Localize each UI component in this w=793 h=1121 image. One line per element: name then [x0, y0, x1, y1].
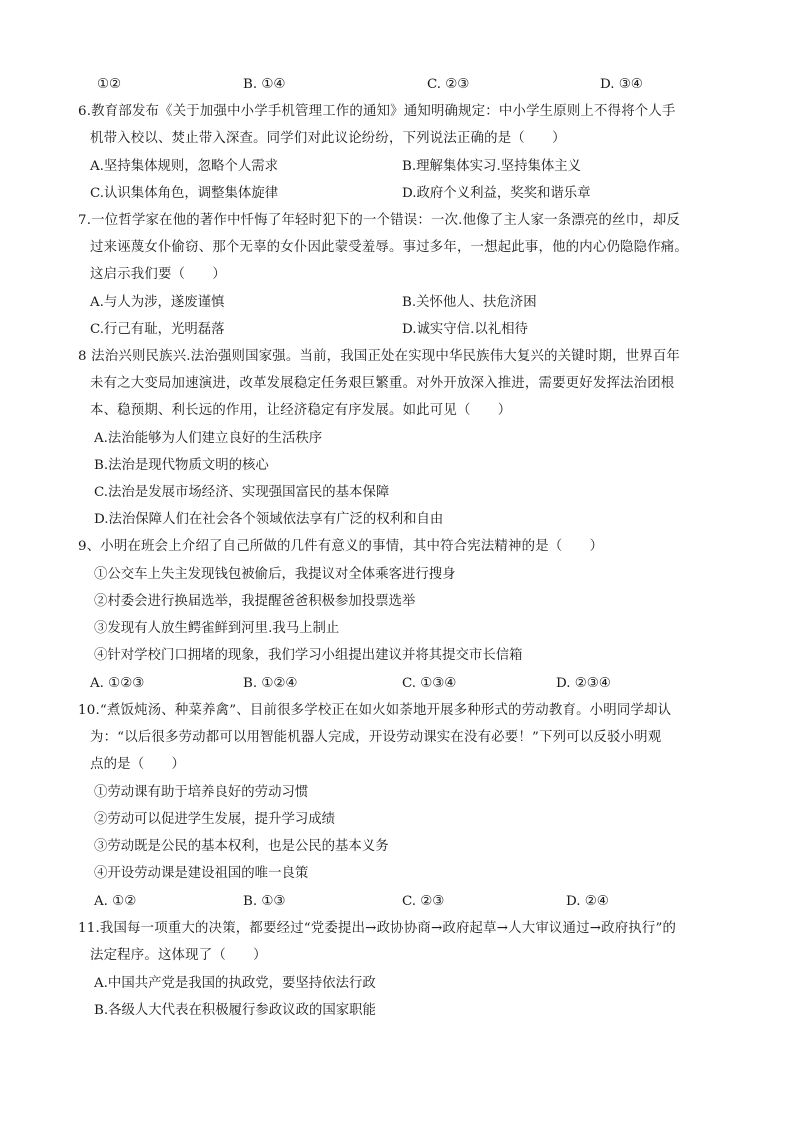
q10-option-b: B. ①③ [243, 894, 286, 909]
q5-option-b: B. ①④ [243, 77, 286, 92]
q9-stem-line-1: 9、小明在班会上介绍了自己所做的几件有意义的事情，其中符合宪法精神的是（ ） [78, 539, 604, 554]
q10-stem-line-3: 点的是（ ） [90, 757, 186, 772]
q7-option-a: A.与人为涉，遂废谨慎 [90, 295, 225, 310]
q10-option-a: A. ①② [94, 894, 137, 909]
q9-item-2: ②村委会进行换届选举，我提醒爸爸积极参加投票选举 [94, 594, 416, 609]
q6-option-d: D.政府个义利益，奖奖和谐乐章 [402, 186, 591, 201]
q6-stem-line-1: 6.教育部发布《关于加强中小学手机管理工作的通知》通知明确规定：中小学生原则上不得将个人手 [78, 104, 676, 119]
q10-item-1: ①劳动课有助于培养良好的劳动习惯 [94, 785, 309, 800]
q9-option-a: A. ①②③ [90, 676, 145, 691]
q7-option-d: D.诚实守信.以礼相待 [402, 322, 528, 337]
q8-stem-line-1: 8 法治兴则民族兴.法治强则国家强。当前，我国正处在实现中华民族伟大复兴的关键时期，世界百年 [78, 349, 681, 364]
q11-stem-line-2: 法定程序。这体现了（ ） [90, 948, 267, 963]
q10-item-3: ③劳动既是公民的基本权利，也是公民的基本义务 [94, 839, 389, 854]
q10-item-4: ④开设劳动课是建设祖国的唯一良策 [94, 866, 309, 881]
q8-stem-line-2: 未有之大变局加速演进，改革发展稳定任务艰巨繁重。对外开放深入推进，需要更好发挥法治团根 [90, 376, 675, 391]
q10-option-c: C. ②③ [402, 894, 445, 909]
q7-option-c: C.行己有耻，光明磊落 [90, 322, 225, 337]
q11-option-a: A.中国共产党是我国的执政党，要坚持依法行政 [94, 976, 376, 991]
q7-option-b: B.关怀他人、扶危济困 [402, 295, 537, 310]
q6-option-c: C.认识集体角色，调整集体旋律 [90, 186, 279, 201]
q6-stem-line-2: 机带入校以、焚止带入深查。同学们对此议论纷纷，下列说法正确的是（ ） [90, 131, 566, 146]
q9-item-3: ③发现有人放生鳄雀鲜到河里.我马上制止 [94, 621, 340, 636]
q6-option-b: B.理解集体实习.坚持集体主义 [402, 159, 582, 174]
q10-item-2: ②劳动可以促进学生发展，提升学习成绩 [94, 812, 336, 827]
q5-option-d: D. ③④ [600, 77, 643, 92]
q9-option-d: D. ②③④ [556, 676, 611, 691]
q5-option-c: C. ②③ [427, 77, 470, 92]
q7-stem-line-2: 过来诬蔑女仆偷窃、那个无辜的女仆因此蒙受羞辱。事过多年，一想起此事，他的内心仍隐隐作痛。 [90, 240, 688, 255]
q8-option-b: B.法治是现代物质文明的核心 [94, 458, 269, 473]
q8-stem-line-3: 本、稳预期、利长远的作用，让经济稳定有序发展。如此可见（ ） [90, 403, 512, 418]
q8-option-a: A.法治能够为人们建立良好的生活秩序 [94, 431, 323, 446]
q10-stem-line-1: 10.“煮饭炖汤、种菜养禽”、目前很多学校正在如火如荼地开展多种形式的劳动教育。小明同学却认 [78, 703, 672, 718]
q11-option-b: B.各级人大代表在积极履行参政议政的国家职能 [94, 1003, 376, 1018]
q9-item-4: ④针对学校门口拥堵的现象，我们学习小组提出建议并将其提交市长信箱 [94, 648, 523, 663]
q11-stem-line-1: 11.我国每一项重大的决策，都要经过“党委提出→政协协商→政府起草→人大审议通过→政府执行”的 [78, 921, 677, 936]
q6-option-a: A.坚持集体规则，忽略个人需求 [90, 159, 279, 174]
q9-option-b: B. ①②④ [243, 676, 298, 691]
q8-option-c: C.法治是发展市场经济、实现强国富民的基本保障 [94, 485, 390, 500]
q7-stem-line-3: 这启示我们要（ ） [90, 267, 226, 282]
q5-option-a: ①② [97, 77, 122, 92]
q10-option-d: D. ②④ [566, 894, 609, 909]
q9-option-c: C. ①③④ [402, 676, 457, 691]
q9-item-1: ①公交车上失主发现钱包被偷后，我提议对全体乘客进行搜身 [94, 567, 456, 582]
q8-option-d: D.法治保障人们在社会各个领域依法享有广泛的权利和自由 [94, 512, 444, 527]
q10-stem-line-2: 为：“以后很多劳动都可以用智能机器人完成，开设劳动课实在没有必要！”下列可以反驳小明观 [90, 730, 662, 745]
q7-stem-line-1: 7.一位哲学家在他的著作中忏悔了年轻时犯下的一个错误：一次.他像了主人家一条漂亮的丝巾，却反 [78, 213, 681, 228]
